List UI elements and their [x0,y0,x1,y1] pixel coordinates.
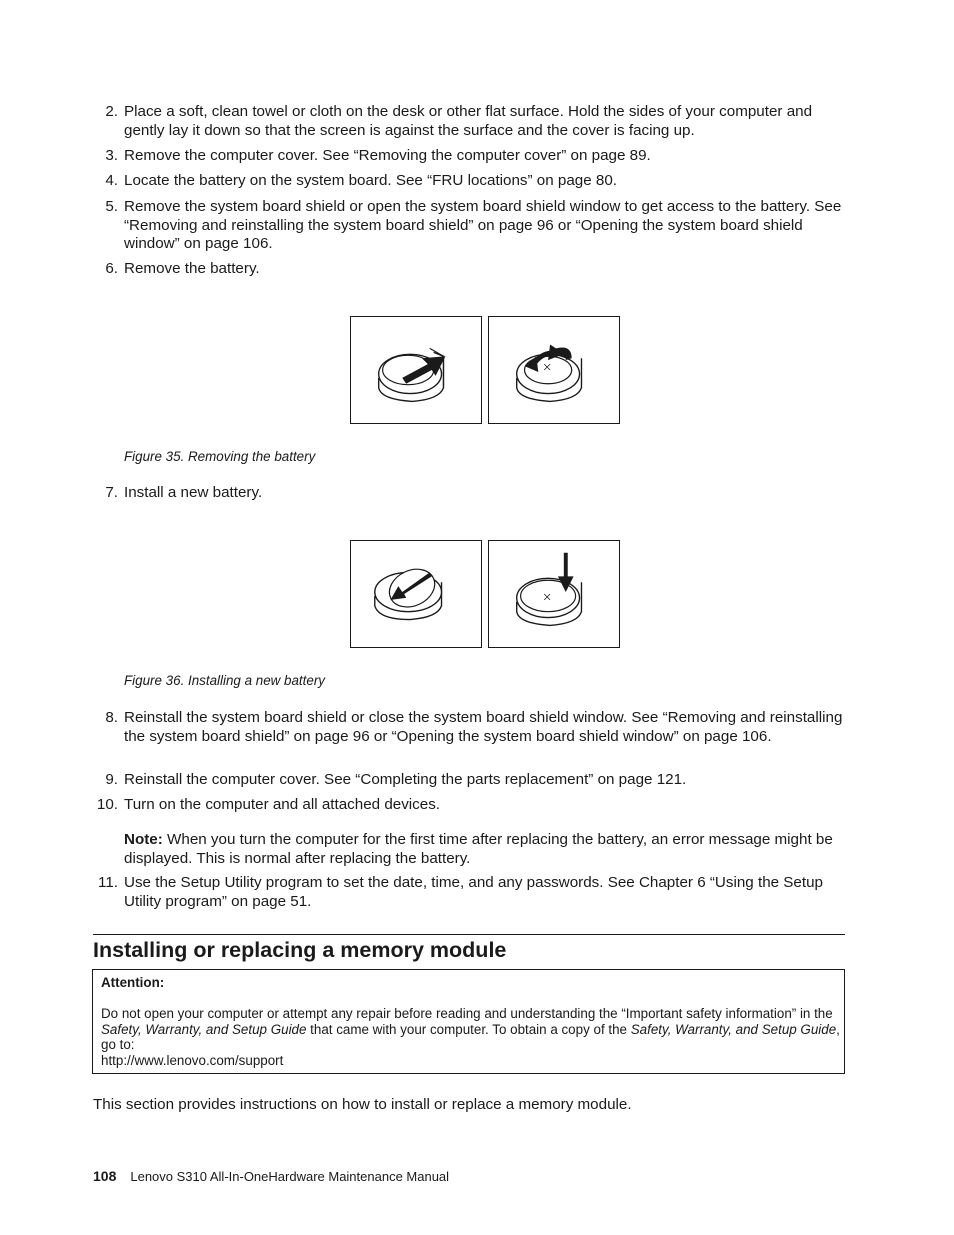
figure-35-caption: Figure 35. Removing the battery [124,449,316,464]
step-text: Remove the computer cover. See “Removing the computer cover” on page 89. [124,147,651,164]
support-url[interactable]: http://www.lenovo.com/support [101,1052,284,1068]
guide-title: Safety, Warranty, and Setup Guide [101,1021,307,1037]
note-text: When you turn the computer for the first time after replacing the battery, an error message might be displayed. This is normal after replacing the battery. [124,831,833,867]
step-number: 10. [96,796,118,813]
step-number: 5. [105,198,118,215]
step-number: 9. [105,771,118,788]
figure-35-panel-1 [350,316,482,424]
section-heading: Installing or replacing a memory module [93,938,507,962]
step-number: 6. [105,260,118,277]
step-number: 8. [105,709,118,726]
attention-body: Do not open your computer or attempt any repair before reading and understanding the “Important safety information” in the Safety, Warranty, and Setup Guide that came with your computer. To obtain a copy of the Safety, Warranty, and Setup Guide, go to: http://www.lenovo.com/support [101,1006,840,1068]
step-number: 3. [105,147,118,164]
manual-title: Lenovo S310 All-In-OneHardware Maintenance Manual [130,1169,450,1184]
battery-lift-illustration [489,317,619,423]
step-number: 7. [105,484,118,501]
battery-insert-illustration [351,541,481,647]
step-text: Turn on the computer and all attached devices. [124,796,441,813]
battery-removal-illustration [351,317,481,423]
figure-36-panel-2 [488,540,620,648]
step-text: Place a soft, clean towel or cloth on the desk or other flat surface. Hold the sides of your computer and gently lay it down so that the screen is against the surface and the cover is facing up. [124,103,813,139]
step-number: 2. [105,103,118,120]
page-footer [93,1167,449,1187]
step-text: Reinstall the system board shield or close the system board shield window. See “Removing and reinstalling the system board shield” on page 96 or “Opening the system board shield window” on page 106. [124,709,843,745]
step-number: 11. [98,874,118,891]
step-number: 4. [105,172,118,189]
figure-36-panel-1 [350,540,482,648]
step-text: Install a new battery. [124,484,263,501]
step-text: Remove the battery. [124,260,260,277]
note-label: Note: [124,831,163,848]
attention-title: Attention: [101,975,165,990]
figure-36-caption: Figure 36. Installing a new battery [124,673,325,688]
step-text: Use the Setup Utility program to set the date, time, and any passwords. See Chapter 6 “Using the Setup Utility program” on page 51. [124,874,823,910]
battery-press-down-illustration [489,541,619,647]
attention-box [92,969,845,1074]
guide-title: Safety, Warranty, and Setup Guide [630,1021,837,1037]
step-text: Remove the system board shield or open the system board shield window to get access to the battery. See “Removing and reinstalling the system board shield” on page 96 or “Opening the system board shield window” on page 106. [124,198,842,253]
figure-35-panel-2 [488,316,620,424]
page-number: 108 [93,1168,117,1184]
section-divider [93,934,845,935]
step-text: Locate the battery on the system board. See “FRU locations” on page 80. [124,172,618,189]
section-intro: This section provides instructions on how to install or replace a memory module. [93,1096,632,1113]
step-text: Reinstall the computer cover. See “Completing the parts replacement” on page 121. [124,771,687,788]
